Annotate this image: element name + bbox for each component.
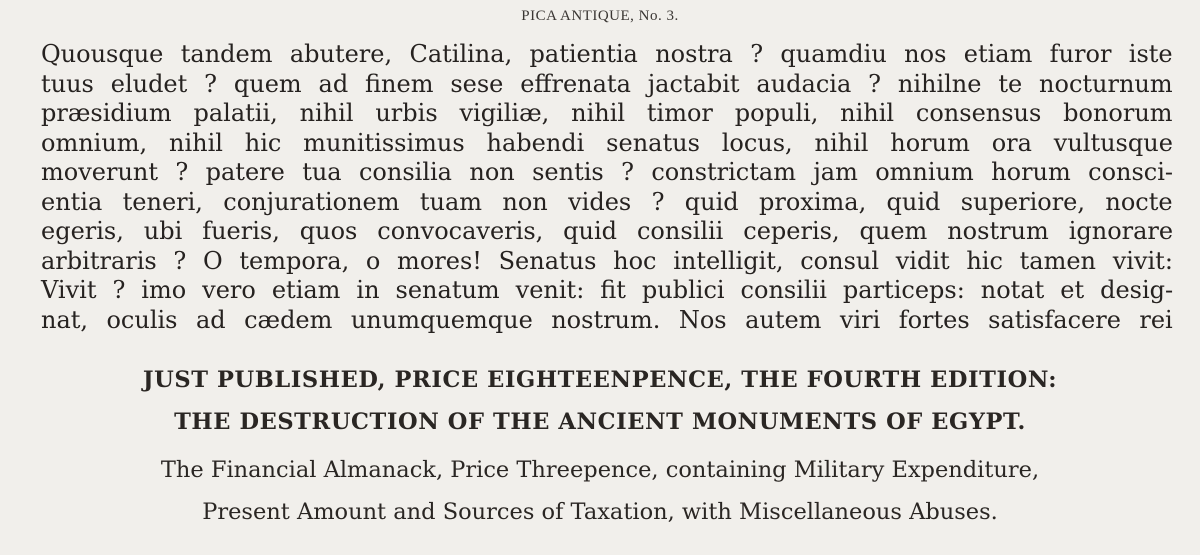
body-line: egeris, ubi fueris, quos convocaveris, quid consilii ceperis, quem nostrum ignorare [41,217,1174,245]
specimen-title: PICA ANTIQUE, No. 3. [521,8,679,24]
body-line: præsidium palatii, nihil urbis vigiliæ, nihil timor populi, nihil consensus bonorum [41,99,1173,127]
body-line: omnium, nihil hic munitissimus habendi senatus locus, nihil horum ora vultusque [41,128,1173,157]
body-line: Vivit ? imo vero etiam in senatum venit: fit publici consilii particeps: notat et desig- [41,276,1174,304]
body-line: entia teneri, conjurationem tuam non vides ? quid proxima, quid superiore, nocte [41,187,1173,216]
almanack-description-line: The Financial Almanack, Price Threepence, containing Military Expenditure, [160,457,1040,483]
body-line: moverunt ? patere tua consilia non sentis ? constrictam jam omnium horum consci- [41,158,1174,186]
body-line: arbitraris ? O tempora, o mores! Senatus hoc intelligit, consul vidit hic tamen vivit: [41,246,1173,275]
latin-body-text [41,40,1173,335]
body-line: Quousque tandem abutere, Catilina, patientia nostra ? quamdiu nos etiam furor iste [41,40,1173,68]
book-title-headline: THE DESTRUCTION OF THE ANCIENT MONUMENTS OF EGYPT. [174,409,1026,435]
body-line: tuus eludet ? quem ad finem sese effrenata jactabit audacia ? nihilne te nocturnum [41,69,1173,98]
body-line: nat, oculis ad cædem unumquemque nostrum. Nos autem viri fortes satisfacere rei [41,305,1173,334]
announcement-headline: JUST PUBLISHED, PRICE EIGHTEENPENCE, THE FOURTH EDITION: [142,367,1058,393]
almanack-description-line: Present Amount and Sources of Taxation, with Miscellaneous Abuses. [202,499,998,525]
